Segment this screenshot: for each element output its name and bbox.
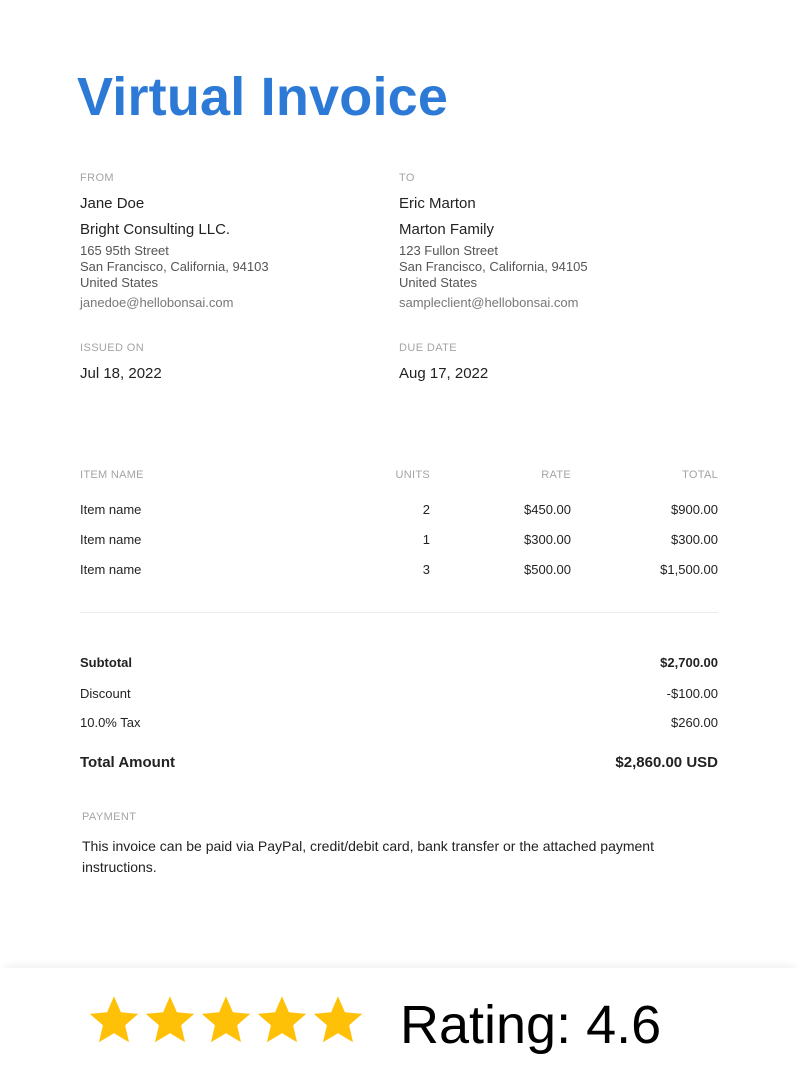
star-icon xyxy=(142,992,198,1048)
col-header-units: UNITS xyxy=(395,469,430,481)
due-label: DUE DATE xyxy=(399,342,458,354)
invoice-title: Virtual Invoice xyxy=(77,67,449,127)
due-date: Aug 17, 2022 xyxy=(399,365,489,382)
from-street: 165 95th Street xyxy=(80,243,169,258)
total-label: Total Amount xyxy=(80,754,175,771)
row-item: Item name xyxy=(80,532,142,547)
tax-row xyxy=(80,715,718,735)
star-icon xyxy=(310,992,366,1048)
from-email[interactable]: janedoe@hellobonsai.com xyxy=(80,295,234,310)
subtotal-value: $2,700.00 xyxy=(660,655,718,670)
discount-row xyxy=(80,686,718,706)
row-total: $300.00 xyxy=(671,532,718,547)
issued-label: ISSUED ON xyxy=(80,342,145,354)
payment-label: PAYMENT xyxy=(82,811,137,823)
to-label: TO xyxy=(399,172,415,184)
tax-label: 10.0% Tax xyxy=(80,715,141,730)
row-units: 3 xyxy=(422,562,430,577)
row-item: Item name xyxy=(80,562,142,577)
table-row xyxy=(80,502,718,522)
to-name: Eric Marton xyxy=(399,195,476,212)
row-item: Item name xyxy=(80,502,142,517)
from-label: FROM xyxy=(80,172,114,184)
to-city: San Francisco, California, 94105 xyxy=(399,259,588,274)
from-country: United States xyxy=(80,275,159,290)
row-units: 2 xyxy=(422,502,430,517)
star-icon xyxy=(198,992,254,1048)
from-city: San Francisco, California, 94103 xyxy=(80,259,269,274)
to-email[interactable]: sampleclient@hellobonsai.com xyxy=(399,295,579,310)
rating-text: Rating: 4.6 xyxy=(400,995,662,1055)
row-rate: $500.00 xyxy=(524,562,571,577)
discount-value: -$100.00 xyxy=(666,686,718,701)
subtotal-row xyxy=(80,655,718,675)
subtotal-label: Subtotal xyxy=(80,655,132,670)
to-company: Marton Family xyxy=(399,221,495,238)
star-icon xyxy=(254,992,310,1048)
star-icon xyxy=(86,992,142,1048)
issued-date: Jul 18, 2022 xyxy=(80,365,162,382)
row-units: 1 xyxy=(422,532,430,547)
row-total: $900.00 xyxy=(671,502,718,517)
from-company: Bright Consulting LLC. xyxy=(80,221,231,238)
col-header-item: ITEM NAME xyxy=(80,469,144,481)
row-total: $1,500.00 xyxy=(660,562,718,577)
row-rate: $450.00 xyxy=(524,502,571,517)
star-rating xyxy=(86,992,366,1052)
to-street: 123 Fullon Street xyxy=(399,243,499,258)
tax-value: $260.00 xyxy=(671,715,718,730)
col-header-total: TOTAL xyxy=(682,469,718,481)
total-row xyxy=(80,754,718,774)
col-header-rate: RATE xyxy=(541,469,571,481)
row-rate: $300.00 xyxy=(524,532,571,547)
table-row xyxy=(80,532,718,552)
table-row xyxy=(80,562,718,582)
discount-label: Discount xyxy=(80,686,131,701)
total-value: $2,860.00 USD xyxy=(615,754,718,771)
from-name: Jane Doe xyxy=(80,195,145,212)
payment-text: This invoice can be paid via PayPal, credit/debit card, bank transfer or the attached payment instructions. xyxy=(82,838,654,875)
table-divider xyxy=(80,612,718,613)
to-country: United States xyxy=(399,275,478,290)
